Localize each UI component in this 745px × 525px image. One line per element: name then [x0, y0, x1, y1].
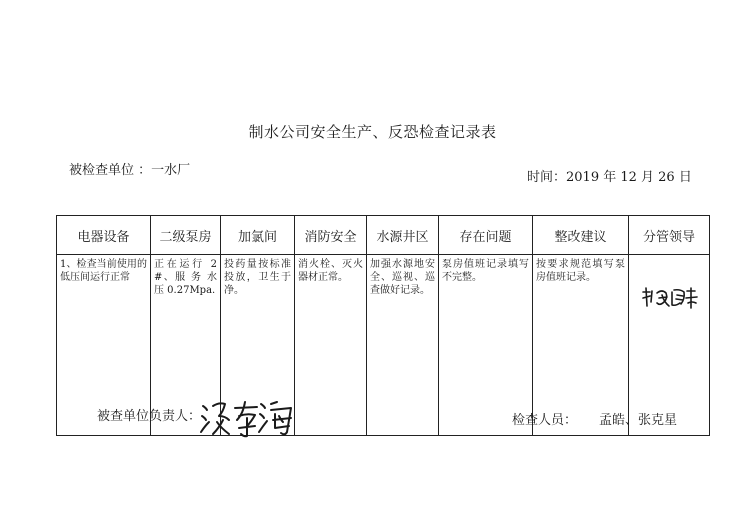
header-water-source-wells: 水源井区: [367, 216, 439, 255]
responsible-person-signature: [199, 396, 295, 440]
table-header-row: [57, 216, 710, 255]
inspector-names: 孟皓、张克星: [599, 413, 678, 428]
header-existing-problems: 存在问题: [439, 216, 533, 255]
header-electrical-equipment: 电器设备: [57, 216, 151, 255]
header-chlorination-room: 加氯间: [221, 216, 295, 255]
inspected-unit: 被检查单位 ：一水厂: [69, 163, 191, 178]
leader-signature: [640, 284, 700, 314]
cell-electrical-equipment: 1、检查当前使用的低压间运行正常: [57, 255, 151, 436]
cell-rectification-suggestions: 按要求规范填写泵房值班记录。: [533, 255, 629, 436]
header-fire-safety: 消防安全: [295, 216, 367, 255]
inspector-label: 检查人员：: [512, 413, 578, 428]
cell-existing-problems: 泵房值班记录填写不完整。: [439, 255, 533, 436]
cell-water-source-wells: 加强水源地安全、巡视、巡查做好记录。: [367, 255, 439, 436]
cell-chlorination-room: 投药量按标准投放，卫生于净。: [221, 255, 295, 436]
header-leader-in-charge: 分管领导: [629, 216, 710, 255]
inspection-date: 时间：2019 年 12 月 26 日: [527, 170, 692, 185]
cell-fire-safety: 消火栓、灭火器材正常。: [295, 255, 367, 436]
header-secondary-pump-room: 二级泵房: [151, 216, 221, 255]
cell-secondary-pump-room: 正在运行 2#、服 务 水 压 0.27Mpa.: [151, 255, 221, 436]
document-title: 制水公司安全生产、反恐检查记录表: [248, 123, 497, 141]
header-rectification-suggestions: 整改建议: [533, 216, 629, 255]
record-table: [56, 215, 710, 436]
responsible-person-label: 被查单位负责人：: [97, 409, 202, 424]
